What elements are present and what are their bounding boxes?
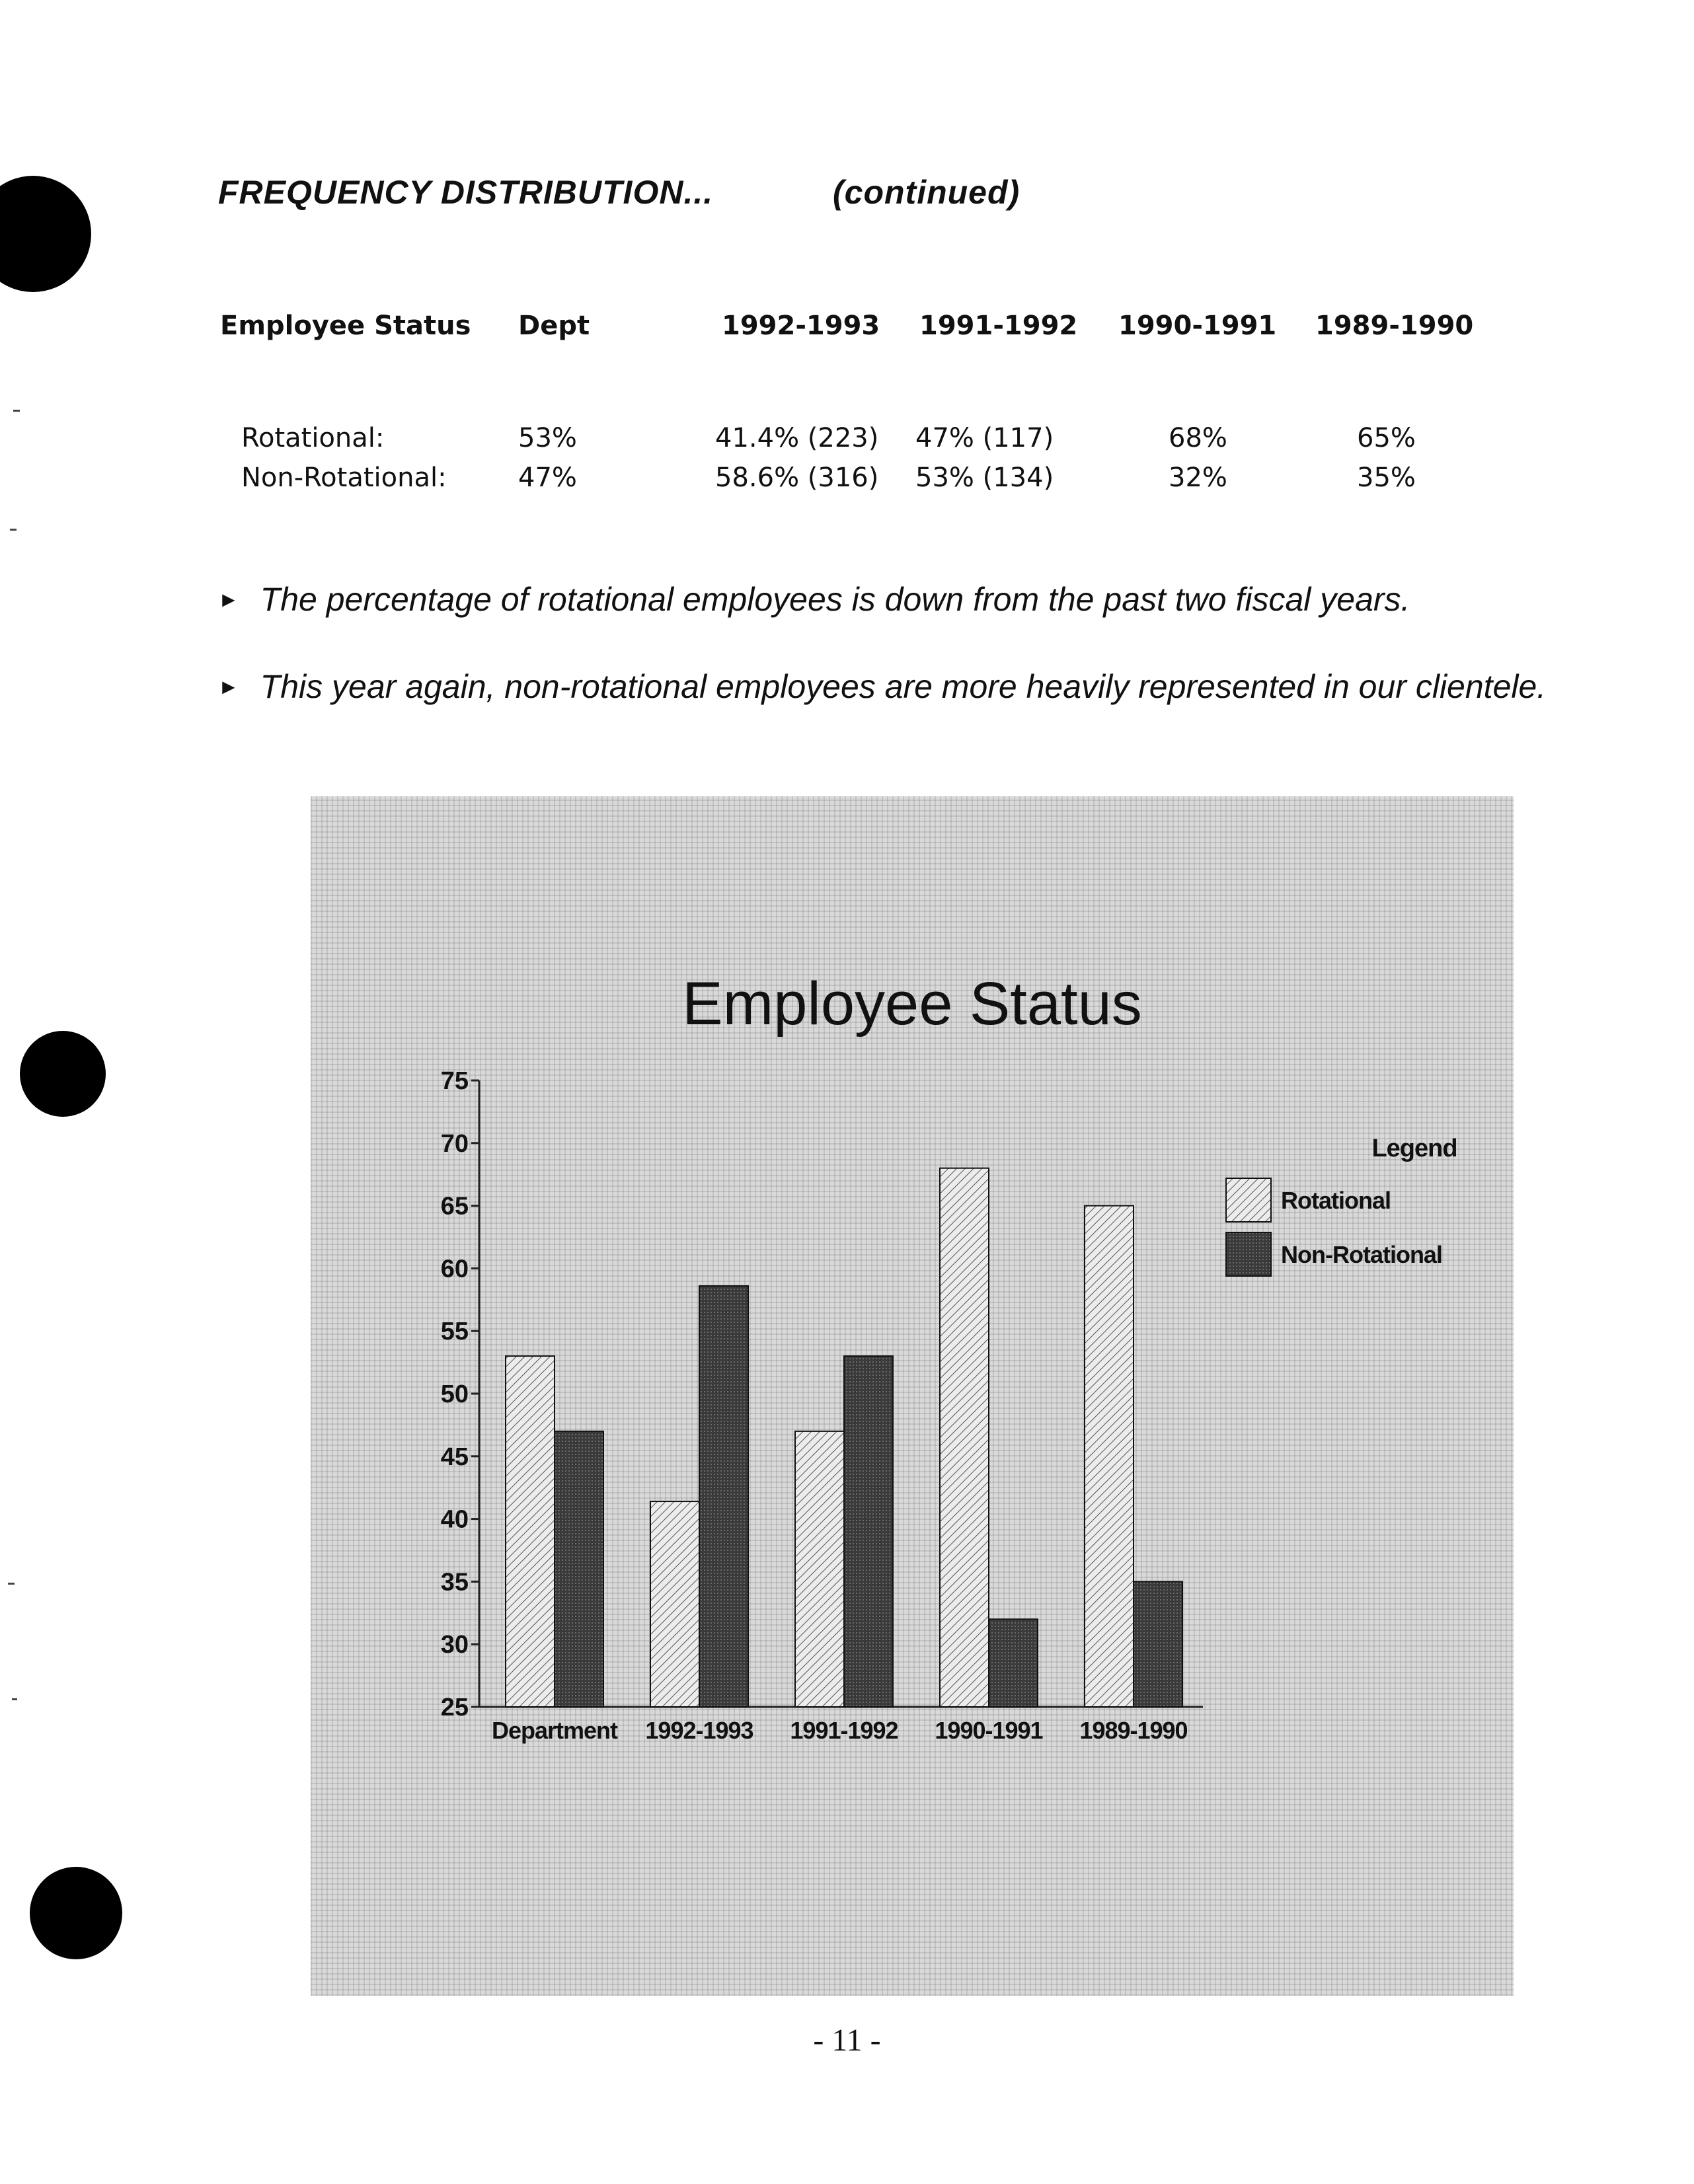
bullet-arrow-icon: ► [218, 587, 239, 611]
bar-rotational [650, 1501, 699, 1707]
margin-mark [10, 529, 17, 531]
margin-mark [12, 1698, 17, 1700]
x-tick-label: 1989-1990 [1079, 1717, 1188, 1744]
y-tick-label: 75 [440, 1067, 469, 1095]
table-cell: 47% (117) [915, 423, 1054, 453]
bar-rotational [795, 1431, 844, 1707]
chart-title: Employee Status [682, 970, 1142, 1037]
employee-status-chart [311, 796, 1514, 1996]
table-row-label: Non-Rotational: [241, 463, 447, 493]
table-cell: 32% [1169, 463, 1227, 493]
y-tick-label: 65 [440, 1192, 469, 1221]
y-tick-label: 40 [440, 1505, 469, 1534]
table-cell: 53% [518, 423, 577, 453]
section-title: FREQUENCY DISTRIBUTION... [218, 174, 714, 211]
y-tick-label: 70 [440, 1129, 469, 1158]
bar-non-rotational [555, 1431, 603, 1707]
table-cell: 41.4% (223) [715, 423, 879, 453]
bullet-text: This year again, non-rotational employees are more heavily represented in our clientele. [260, 668, 1547, 705]
table-cell: 53% (134) [915, 463, 1054, 493]
x-tick-label: 1991-1992 [790, 1717, 898, 1744]
table-header-status: Employee Status [220, 311, 471, 341]
table-cell: 68% [1169, 423, 1227, 453]
table-row-label: Rotational: [241, 423, 385, 453]
section-header [218, 173, 1020, 211]
y-tick-label: 35 [440, 1568, 469, 1597]
table-cell: 58.6% (316) [715, 463, 879, 493]
binder-hole-middle [20, 1031, 106, 1117]
bar-non-rotational [989, 1619, 1038, 1707]
bar-non-rotational [844, 1356, 893, 1707]
bullet-point [218, 667, 1546, 706]
y-tick-label: 50 [440, 1380, 469, 1408]
margin-mark [13, 410, 20, 412]
binder-hole-bottom [30, 1867, 122, 1959]
bar-rotational [1085, 1206, 1134, 1707]
legend-swatch-non-rotational [1226, 1232, 1271, 1276]
legend-label: Non-Rotational [1281, 1241, 1442, 1268]
bar-rotational [506, 1356, 555, 1707]
bar-rotational [940, 1168, 989, 1707]
y-tick-label: 45 [440, 1443, 469, 1471]
x-tick-label: 1992-1993 [645, 1717, 753, 1744]
chart-panel [311, 796, 1514, 1996]
legend-label: Rotational [1281, 1187, 1391, 1214]
bar-non-rotational [699, 1286, 748, 1707]
x-tick-label: 1990-1991 [935, 1717, 1043, 1744]
x-tick-label: Department [491, 1717, 618, 1744]
y-tick-label: 60 [440, 1255, 469, 1283]
table-header-1989-1990: 1989-1990 [1315, 311, 1474, 341]
table-cell: 47% [518, 463, 577, 493]
y-tick-label: 30 [440, 1631, 469, 1659]
legend-title: Legend [1371, 1135, 1457, 1162]
table-header-1990-1991: 1990-1991 [1118, 311, 1277, 341]
table-cell: 35% [1357, 463, 1416, 493]
continued-label: (continued) [833, 174, 1020, 211]
table-header-1992-1993: 1992-1993 [722, 311, 880, 341]
table-header-1991-1992: 1991-1992 [919, 311, 1078, 341]
margin-mark [8, 1583, 15, 1585]
bullet-point [218, 580, 1410, 619]
bullet-arrow-icon: ► [218, 675, 239, 698]
y-tick-label: 25 [440, 1694, 469, 1721]
legend-swatch-rotational [1226, 1178, 1271, 1222]
binder-hole-top [0, 176, 91, 292]
page-number: - 11 - [813, 2023, 881, 2058]
table-cell: 65% [1357, 423, 1416, 453]
table-header-dept: Dept [518, 311, 590, 341]
bullet-text: The percentage of rotational employees is down from the past two fiscal years. [260, 581, 1410, 618]
bar-non-rotational [1134, 1581, 1182, 1707]
y-tick-label: 55 [440, 1318, 469, 1346]
